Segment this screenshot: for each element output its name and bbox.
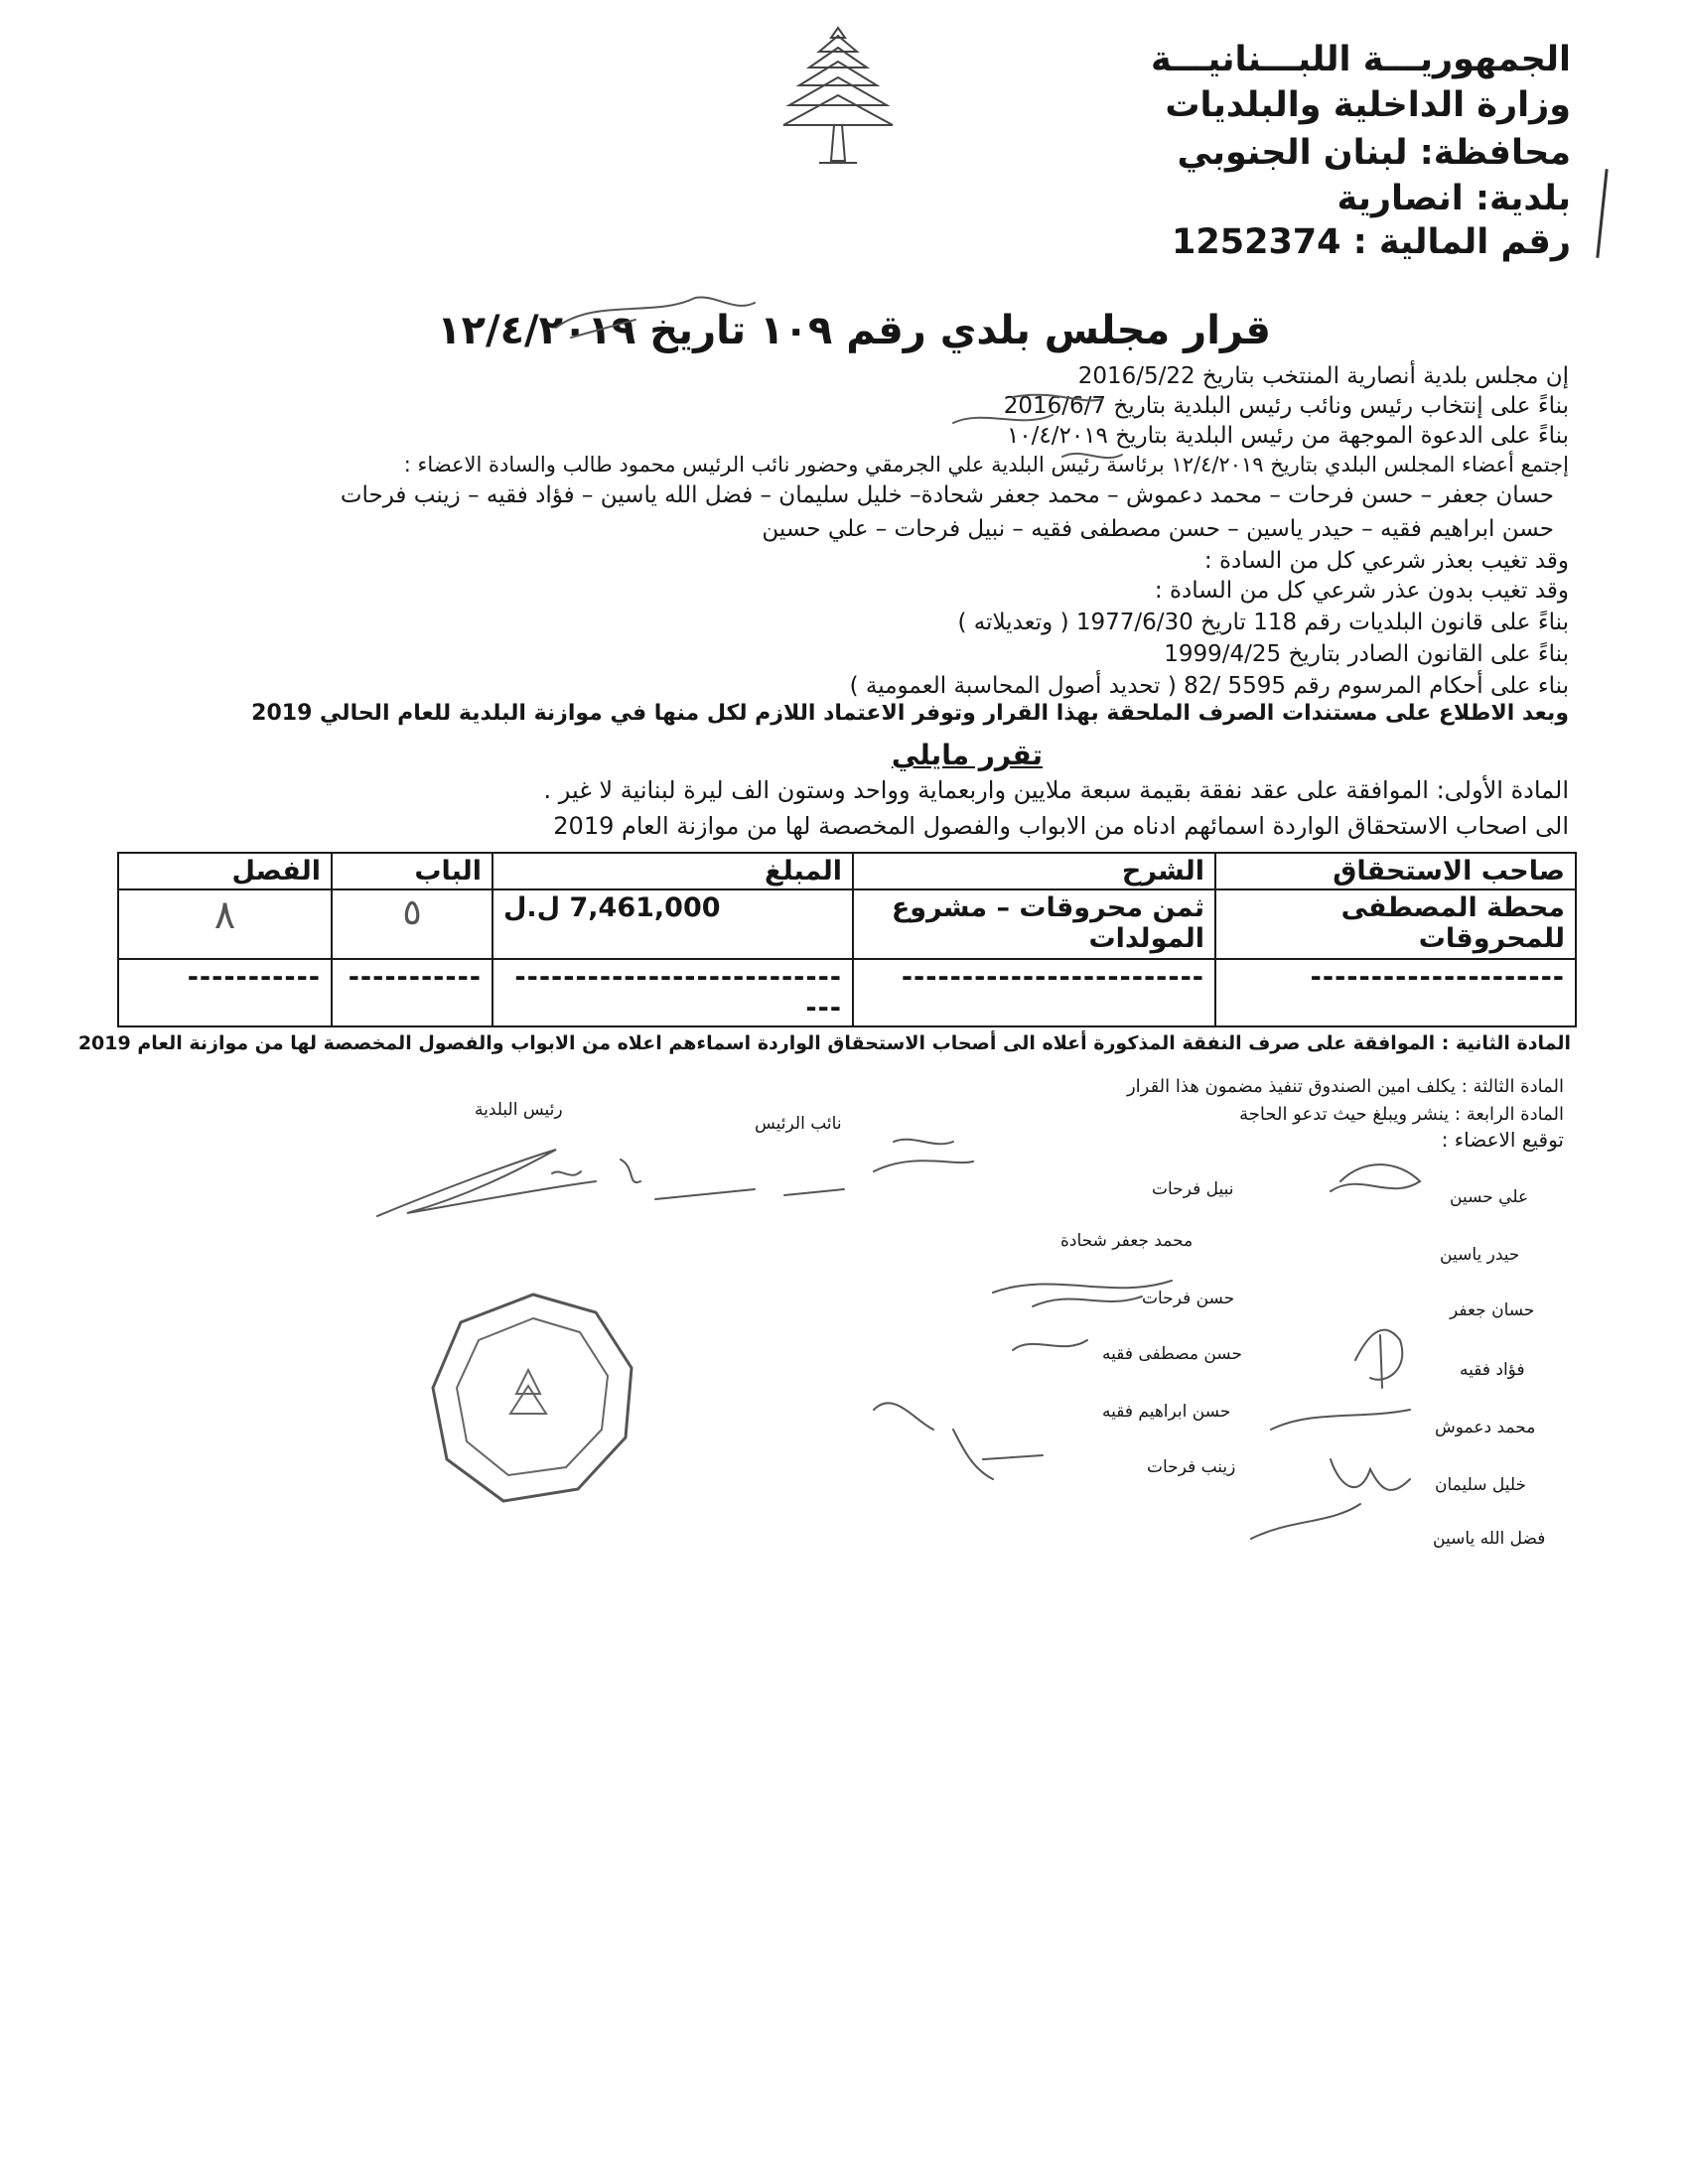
article-1-line-2: الى اصحاب الاستحقاق الواردة اسمائهم ادناه من الابواب والفصول المخصصة لها من موازنة العام 2019	[553, 812, 1569, 840]
official-seal	[429, 1291, 637, 1504]
cell-beneficiary: محطة المصطفى للمحروقات	[1215, 889, 1576, 959]
attendees-line-2: حسن ابراهيم فقيه – حيدر ياسين – حسن مصطفى فقيه – نبيل فرحات – علي حسين	[762, 516, 1554, 542]
member-hassan-farhat: حسن فرحات	[1142, 1289, 1235, 1308]
mayor-label: رئيس البلدية	[475, 1100, 563, 1120]
body-line-11: بناء على أحكام المرسوم رقم 5595 /82 ( تحديد أصول المحاسبة العمومية )	[849, 673, 1569, 699]
seal-outline-icon	[429, 1291, 637, 1504]
member-haidar-yassine: حيدر ياسين	[1440, 1245, 1520, 1265]
body-line-10: بناءً على القانون الصادر بتاريخ 1999/4/25	[1164, 641, 1569, 667]
dash-amount: ------------------------------	[492, 959, 853, 1026]
dash-section: -----------	[118, 959, 332, 1026]
cell-chapter: ٥	[332, 889, 492, 959]
article-1-line-1: المادة الأولى: الموافقة على عقد نفقة بقيمة سبعة ملايين واربعماية وواحد وستون الف ليرة لبنانية لا غير .	[543, 776, 1569, 804]
body-line-4: إجتمع أعضاء المجلس البلدي بتاريخ ١٢/٤/٢٠١٩ برئاسة رئيس البلدية علي الجرمقي وحضور نائب الرئيس محمود طالب والسادة الاعضاء :	[403, 453, 1569, 477]
body-line-1: إن مجلس بلدية أنصارية المنتخب بتاريخ 2016/5/22	[1077, 363, 1569, 389]
republic-heading: الجمهوريـــة اللبـــنانيـــة	[1150, 40, 1571, 79]
body-line-2: بناءً على إنتخاب رئيس ونائب رئيس البلدية بتاريخ 2016/6/7	[1003, 393, 1569, 419]
members-signature-label: توقيع الاعضاء :	[1441, 1128, 1564, 1152]
finance-number: رقم المالية : 1252374	[1172, 222, 1571, 262]
cell-amount: 7,461,000 ل.ل	[492, 889, 853, 959]
dash-chapter: -----------	[332, 959, 492, 1026]
member-fadlallah-yassine: فضل الله ياسين	[1433, 1529, 1546, 1549]
attendees-line-1: حسان جعفر – حسن فرحات – محمد دعموش – محمد جعفر شحادة– خليل سليمان – فضل الله ياسين – فؤاد فقيه – زينب فرحات	[340, 482, 1554, 508]
body-line-9: بناءً على قانون البلديات رقم 118 تاريخ 1977/6/30 ( وتعديلاته )	[957, 610, 1569, 635]
member-hassan-moustafa-fakih: حسن مصطفى فقيه	[1102, 1344, 1242, 1364]
member-zeinab-farhat: زينب فرحات	[1147, 1457, 1236, 1477]
article-2: المادة الثانية : الموافقة على صرف النفقة المذكورة أعلاه الى أصحاب الاستحقاق الواردة اسماءهم اعلاه من الابواب والفصول المخصصة لها من موازنة العام 2019	[77, 1032, 1571, 1054]
member-fouad-fakih: فؤاد فقيه	[1460, 1360, 1525, 1380]
body-line-12: وبعد الاطلاع على مستندات الصرف الملحقة بهذا القرار وتوفر الاعتماد اللازم لكل منها في موازنة البلدية للعام الحالي 2019	[251, 701, 1569, 726]
municipality-heading: بلدية: انصارية	[1336, 179, 1571, 218]
member-mohamad-jaafar-shehadeh: محمد جعفر شحادة	[1060, 1231, 1194, 1251]
cell-section: ٨	[118, 889, 332, 959]
header-beneficiary: صاحب الاستحقاق	[1215, 853, 1576, 889]
cell-description: ثمن محروقات – مشروع المولدات	[853, 889, 1215, 959]
member-nabil-farhat: نبيل فرحات	[1152, 1179, 1234, 1199]
header-chapter: الباب	[332, 853, 492, 889]
header-section: الفصل	[118, 853, 332, 889]
ministry-heading: وزارة الداخلية والبلديات	[1165, 85, 1571, 125]
deputy-label: نائب الرئيس	[755, 1114, 842, 1134]
dash-beneficiary: ---------------------	[1215, 959, 1576, 1026]
decision-heading: تقرر مايلي	[891, 739, 1043, 771]
article-4: المادة الرابعة : ينشر ويبلغ حيث تدعو الحاجة	[1239, 1104, 1564, 1125]
governorate-heading: محافظة: لبنان الجنوبي	[1177, 133, 1571, 173]
member-mohamad-daamouch: محمد دعموش	[1435, 1418, 1536, 1437]
body-line-7: وقد تغيب بعذر شرعي كل من السادة :	[1203, 548, 1569, 574]
body-line-8: وقد تغيب بدون عذر شرعي كل من السادة :	[1154, 578, 1569, 604]
member-hassan-ibrahim-fakih: حسن ابراهيم فقيه	[1102, 1402, 1231, 1422]
article-3: المادة الثالثة : يكلف امين الصندوق تنفيذ مضمون هذا القرار	[1126, 1076, 1564, 1097]
member-hassan-jaafar: حسان جعفر	[1450, 1300, 1535, 1320]
dash-description: -------------------------	[853, 959, 1215, 1026]
decision-title: قرار مجلس بلدي رقم ١٠٩ تاريخ ١٢/٤/٢٠١٩	[437, 308, 1271, 353]
member-ali-hussein: علي حسين	[1450, 1187, 1529, 1207]
body-line-3: بناءً على الدعوة الموجهة من رئيس البلدية بتاريخ ١٠/٤/٢٠١٩	[1006, 423, 1569, 449]
member-khalil-sleiman: خليل سليمان	[1435, 1475, 1527, 1495]
header-amount: المبلغ	[492, 853, 853, 889]
header-description: الشرح	[853, 853, 1215, 889]
